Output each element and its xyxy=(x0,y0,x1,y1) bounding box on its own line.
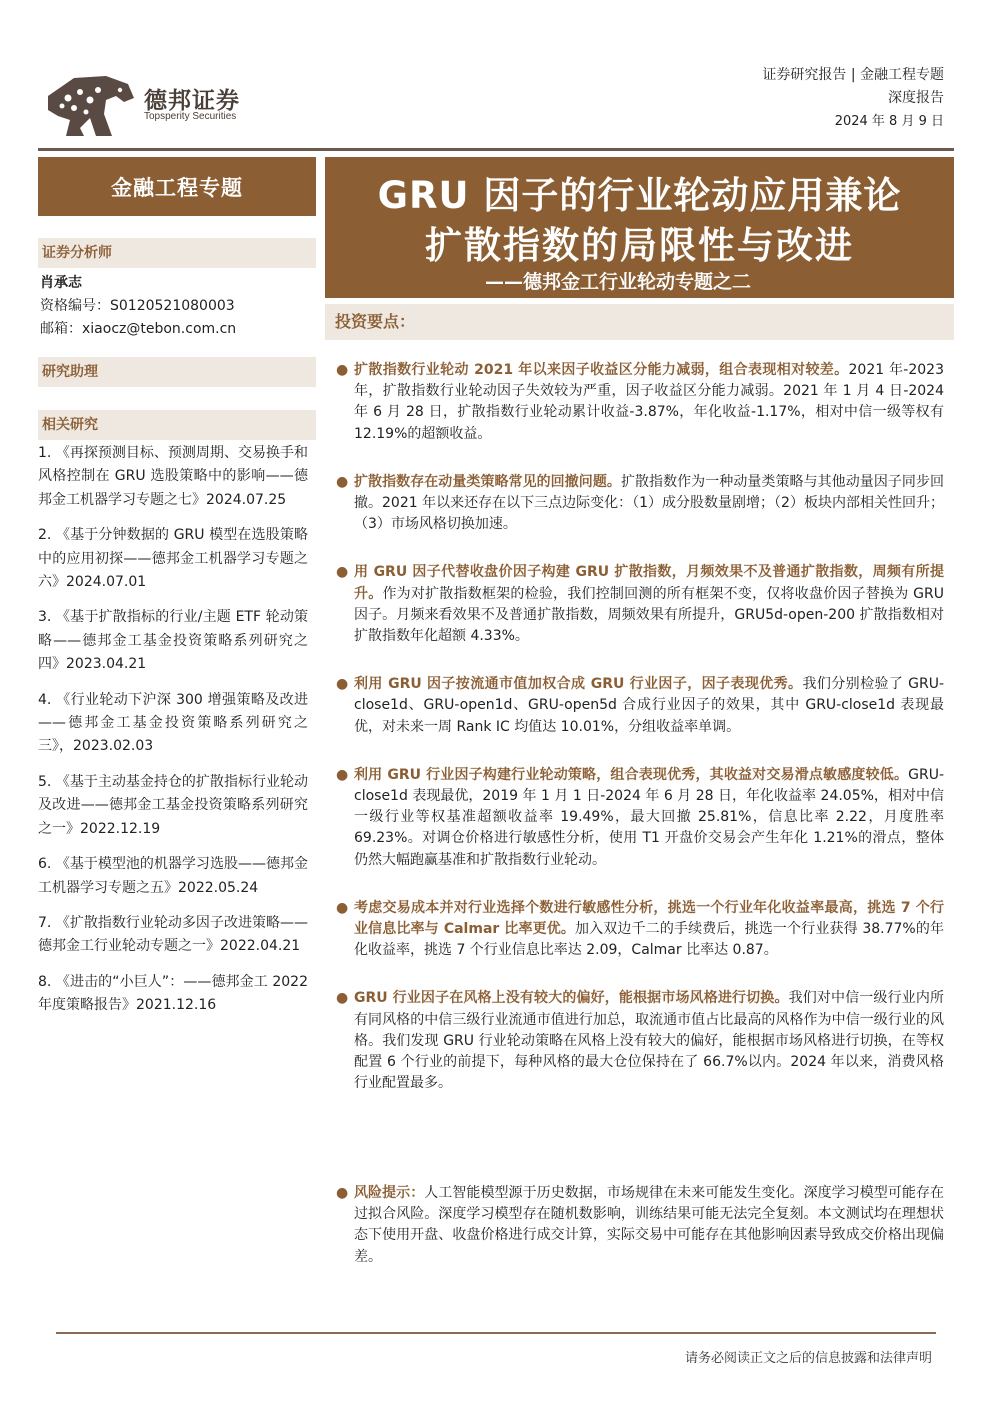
section-category: 金融工程专题 xyxy=(38,157,316,216)
bullet-icon: ● xyxy=(336,899,349,916)
header-divider xyxy=(38,148,954,151)
key-points xyxy=(336,360,944,1121)
key-point-lead: 用 GRU 因子代替收盘价因子构建 GRU 扩散指数，月频效果不及普通扩散指数，周频有所提升。 xyxy=(354,564,944,602)
report-depth: 深度报告 xyxy=(888,90,944,106)
related-item[interactable]: 7. 《扩散指数行业轮动多因子改进策略——德邦金工行业轮动专题之一》2022.04.21 xyxy=(38,914,308,955)
key-point xyxy=(336,674,944,738)
key-point-body: 扩散指数作为一种动量类策略与其他动量因子同步回撤。2021 年以来还存在以下三点边际变化：（1）成分股数量剧增；（2）板块内部相关性回升；（3）市场风格切换加速。 xyxy=(354,473,945,533)
key-point-lead: 扩散指数行业轮动 2021 年以来因子收益区分能力减弱，组合表现相对较差。 xyxy=(354,362,849,378)
related-item[interactable]: 3. 《基于扩散指标的行业/主题 ETF 轮动策略——德邦金工基金投资策略系列研究之四》2023.04.21 xyxy=(38,609,308,673)
related-item[interactable]: 6. 《基于模型池的机器学习选股——德邦金工机器学习专题之五》2022.05.24 xyxy=(38,856,308,896)
key-point-lead: 利用 GRU 因子按流通市值加权合成 GRU 行业因子，因子表现优秀。 xyxy=(354,676,803,693)
analyst-cert: 资格编号：S0120521080003 xyxy=(40,298,235,314)
analyst-email: 邮箱：xiaocz@tebon.com.cn xyxy=(40,321,237,337)
bullet-icon: ● xyxy=(336,473,349,490)
key-point-lead: GRU 行业因子在风格上没有较大的偏好，能根据市场风格进行切换。 xyxy=(354,990,789,1007)
key-point xyxy=(336,360,944,445)
analyst-name: 肖承志 xyxy=(40,275,82,291)
key-point-body: 作为对扩散指数框架的检验，我们控制回测的所有框架不变，仅将收盘价因子替换为 GRU 因子。月频来看效果不及普通扩散指数，周频效果有所提升，GRU5d-open-200 扩散指数相对扩散指数年化超额 4.33%。 xyxy=(354,585,944,645)
title-banner xyxy=(325,157,954,298)
bullet-icon: ● xyxy=(336,362,349,378)
bullet-icon: ● xyxy=(336,766,349,783)
risk-lead: 风险提示： xyxy=(354,1185,425,1201)
key-point-body: 加入双边千二的手续费后，挑选一个行业获得 38.77%的年化收益率，挑选 7 个行业信息比率达 2.09，Calmar 比率达 0.87。 xyxy=(354,921,944,959)
report-type: 证券研究报告 | 金融工程专题 xyxy=(762,67,944,83)
report-header xyxy=(762,64,944,133)
footer-divider xyxy=(56,1332,936,1334)
report-title-line2: 扩散指数的局限性与改进 xyxy=(425,224,854,267)
company-logo xyxy=(44,70,274,140)
related-item[interactable]: 4. 《行业轮动下沪深 300 增强策略及改进 ——德邦金工基金投资策略系列研究之三》，2023.02.03 xyxy=(38,691,308,755)
key-point-lead: 考虑交易成本并对行业选择个数进行敏感性分析，挑选一个行业年化收益率最高，挑选 7 个行业信息比率与 Calmar 比率更优。 xyxy=(354,899,944,938)
key-point-lead: 利用 GRU 行业因子构建行业轮动策略，组合表现优秀，其收益对交易滑点敏感度较低。 xyxy=(354,766,909,783)
key-point xyxy=(336,562,944,647)
related-item[interactable]: 2. 《基于分钟数据的 GRU 模型在选股策略中的应用初探——德邦金工机器学习专题之六》2024.07.01 xyxy=(38,527,308,591)
assistant-heading: 研究助理 xyxy=(38,357,316,387)
disclaimer-note: 请务必阅读正文之后的信息披露和法律声明 xyxy=(684,1351,932,1366)
key-point-body: GRU-close1d 表现最优，2019 年 1 月 1 日-2024 年 6 月 28 日，年化收益率 24.05%，相对中信一级行业等权基准超额收益率 19.49%，最大回撤 25.81%，信息比率 2.22，月度胜率 69.23%。对调仓价格进行敏感性分析，使用 T1 开盘价交易会产生年化 1.21%的滑点，整体仍然大幅跑赢基准和扩散指数行业轮动。 xyxy=(354,766,944,868)
related-item[interactable]: 5. 《基于主动基金持仓的扩散指标行业轮动及改进——德邦金工基金投资策略系列研究之一》2022.12.19 xyxy=(38,773,308,837)
related-heading: 相关研究 xyxy=(38,410,316,440)
brand-name-en: Topsperity Securities xyxy=(144,111,237,122)
key-point-body: 2021 年-2023 年，扩散指数行业轮动因子失效较为严重，因子收益区分能力减弱。2021 年 1 月 4 日-2024 年 6 月 28 日，扩散指数行业轮动累计收益-3.87%，年化收益-1.17%，相对中信一级等权有 12.19%的超额收益。 xyxy=(354,362,944,442)
report-title-line1: GRU 因子的行业轮动应用兼论 xyxy=(377,174,902,217)
key-point xyxy=(336,765,944,871)
risk-body: 人工智能模型源于历史数据，市场规律在未来可能发生变化。深度学习模型可能存在过拟合风险。深度学习模型存在随机数影响，训练结果可能无法完全复刻。本文测试均在理想状态下使用开盘、收盘价格进行成交计算，实际交易中可能存在其他影响因素导致成交价格出现偏差。 xyxy=(354,1185,945,1265)
related-item[interactable]: 8. 《进击的“小巨人”：——德邦金工 2022 年度策略报告》2021.12.16 xyxy=(38,973,308,1014)
risk-warning xyxy=(336,1183,944,1268)
key-points-heading: 投资要点： xyxy=(325,304,954,340)
bullet-icon: ● xyxy=(336,564,349,581)
bullet-icon: ● xyxy=(336,1185,349,1201)
related-item[interactable]: 1. 《再探预测目标、预测周期、交易换手和风格控制在 GRU 选股策略中的影响——德邦金工机器学习专题之七》2024.07.25 xyxy=(38,445,308,508)
analyst-info xyxy=(40,272,316,341)
analyst-heading: 证券分析师 xyxy=(38,238,316,268)
bullet-icon: ● xyxy=(336,676,349,693)
key-point xyxy=(336,472,944,536)
key-point-body: 我们对中信一级行业内所有同风格的中信三级行业流通市值进行加总，取流通市值占比最高的风格作为中信一级行业的风格。我们发现 GRU 行业轮动策略在风格上没有较大的偏好，能根据市场风格进行切换，在等权配置 6 个行业的前提下，每种风格的最大仓位保持在了 66.7%以内。2024 年以来，消费风格行业配置最多。 xyxy=(354,990,944,1092)
report-subtitle: ——德邦金工行业轮动专题之二 xyxy=(485,271,752,293)
key-point xyxy=(336,898,944,962)
key-point-body: 我们分别检验了 GRU-close1d、GRU-open1d、GRU-open5d 合成行业因子的效果，其中 GRU-close1d 表现最优，对未来一周 Rank IC 均值达 10.01%，分组收益率单调。 xyxy=(354,676,944,735)
key-point xyxy=(336,988,944,1094)
brand-name-cn: 德邦证券 xyxy=(144,88,240,114)
key-point-lead: 扩散指数存在动量类策略常见的回撤问题。 xyxy=(354,473,621,490)
leopard-logo-icon xyxy=(44,70,136,140)
bullet-icon: ● xyxy=(336,990,349,1007)
related-research-list xyxy=(38,442,308,1030)
report-date: 2024 年 8 月 9 日 xyxy=(834,114,944,129)
